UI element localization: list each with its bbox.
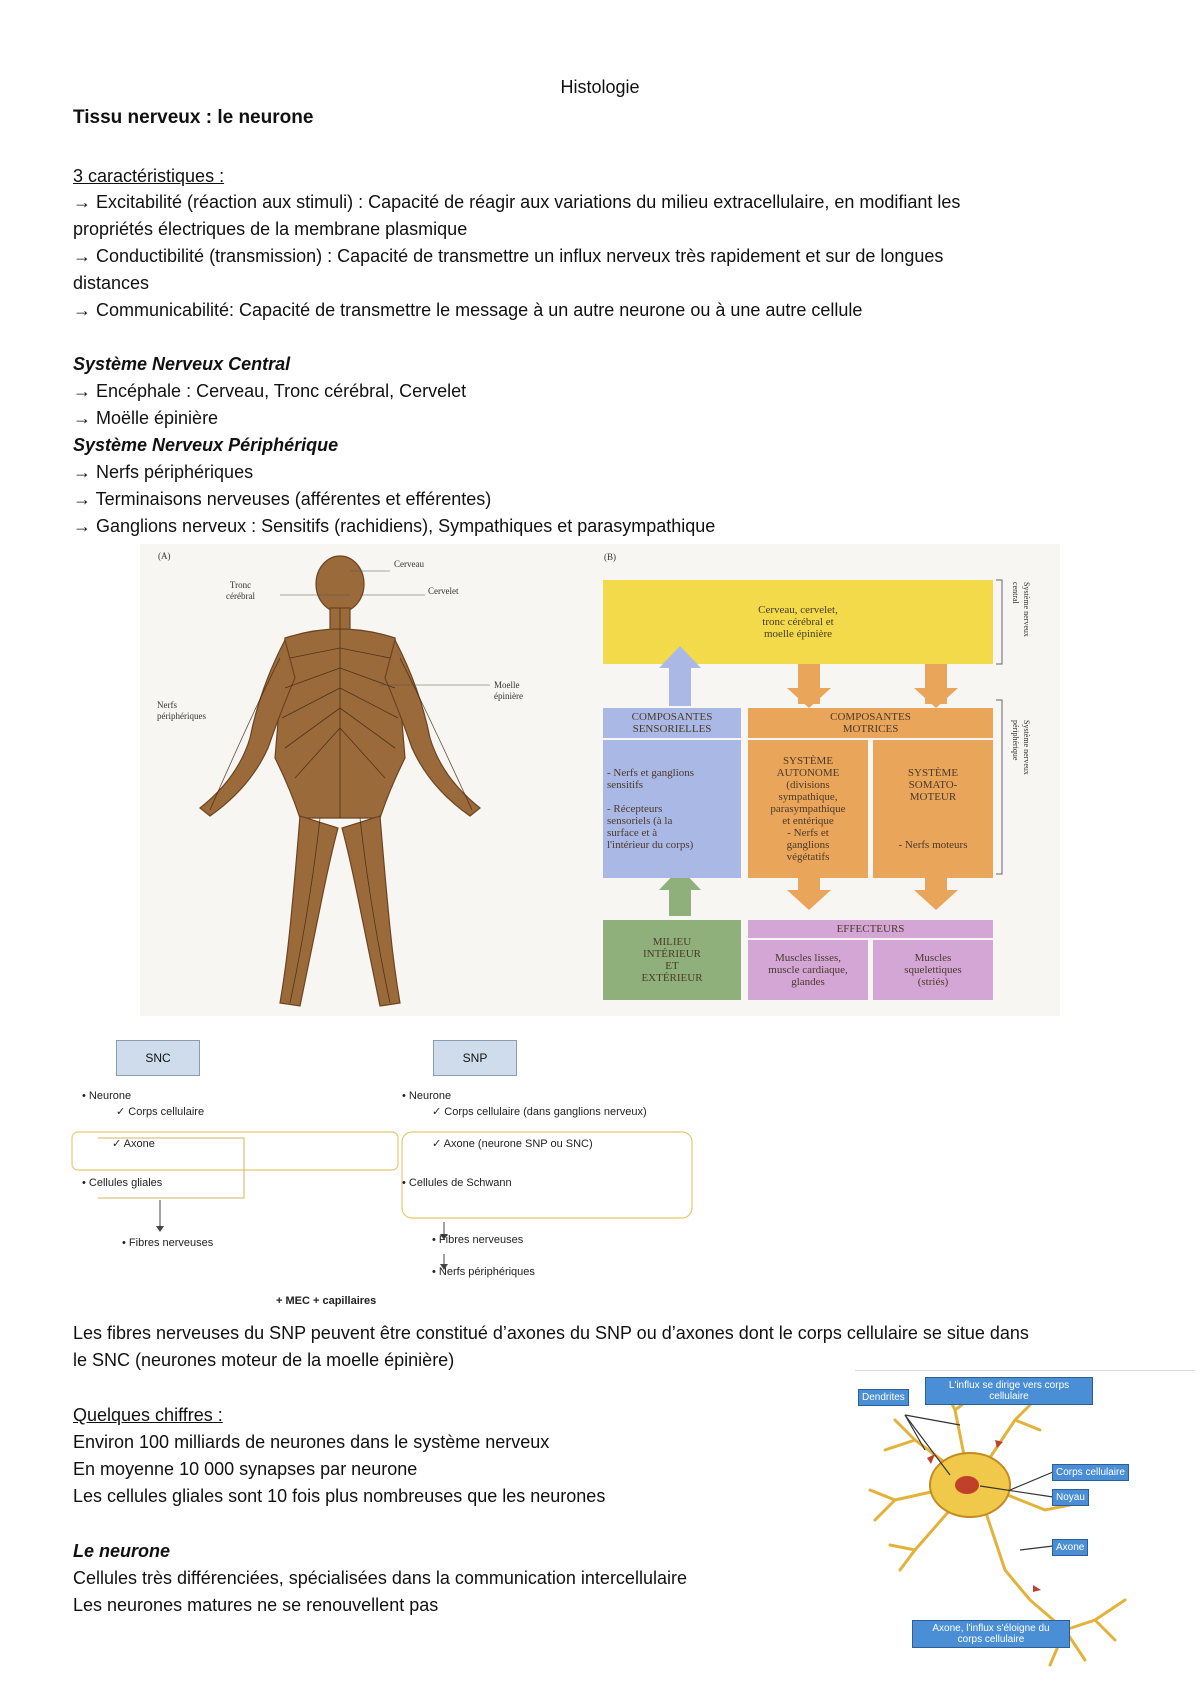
side-label-peripheral: Système nerveux périphérique: [1011, 720, 1031, 775]
char-2-line1: → Conductibilité (transmission) : Capacité de transmettre un influx nerveux très rapidement et sur de longues: [73, 246, 944, 266]
figure-a-leader-lines: [270, 565, 560, 705]
sensory-title: COMPOSANTES SENSORIELLES: [603, 708, 741, 738]
snc-item: → Encéphale : Cerveau, Tronc cérébral, Cervelet: [73, 381, 467, 401]
effectors-title: EFFECTEURS: [748, 920, 993, 938]
snp-schwann: • Cellules de Schwann: [402, 1177, 512, 1189]
fibres-note-line1: Les fibres nerveuses du SNP peuvent être constitué d’axones du SNP ou d’axones dont le corps cellulaire se situe dans: [73, 1323, 1029, 1343]
side-label-central: Système nerveux central: [1011, 582, 1031, 637]
org-connectors: [70, 1126, 710, 1286]
snc-axone: ✓ Axone: [112, 1138, 155, 1150]
char-3-line1: → Communicabilité: Capacité de transmettre le message à un autre neurone ou à une autre cellule: [73, 300, 863, 320]
chiffres-item: En moyenne 10 000 synapses par neurone: [73, 1459, 418, 1479]
snc-heading: Système Nerveux Central: [73, 354, 291, 374]
label-tronc: Tronc cérébral: [226, 580, 255, 601]
label-cervelet: Cervelet: [428, 586, 459, 596]
milieu-box: MILIEU INTÉRIEUR ET EXTÉRIEUR: [603, 920, 741, 1000]
snc-fibres: • Fibres nerveuses: [122, 1237, 214, 1249]
char-2-line2: distances: [73, 273, 150, 293]
neurone-item: Cellules très différenciées, spécialisées dans la communication intercellulaire: [73, 1568, 687, 1588]
effector-smooth: Muscles lisses, muscle cardiaque, glandes: [748, 940, 868, 1000]
label-axone: Axone: [1052, 1539, 1088, 1556]
sensory-body: - Nerfs et ganglions sensitifs - Récepteurs sensoriels (à la surface et à l'intérieur du corps): [603, 740, 741, 878]
label-corps-cellulaire: Corps cellulaire: [1052, 1464, 1129, 1481]
snc-item: → Moëlle épinière: [73, 408, 219, 428]
neurone-heading: Le neurone: [73, 1541, 171, 1561]
characteristics-heading: 3 caractéristiques :: [73, 166, 225, 186]
label-cerveau: Cerveau: [394, 559, 424, 569]
figure-b-tag: (B): [604, 552, 616, 562]
effector-skeletal: Muscles squelettiques (striés): [873, 940, 993, 1000]
somatomotor-box: SYSTÈME SOMATO- MOTEUR - Nerfs moteurs: [873, 740, 993, 878]
snp-neurone: • Neurone: [402, 1090, 452, 1102]
snp-nerfs: • Nerfs périphériques: [432, 1266, 535, 1278]
snp-item: → Ganglions nerveux : Sensitifs (rachidiens), Sympathiques et parasympathique: [73, 516, 716, 536]
snp-fibres: • Fibres nerveuses: [432, 1234, 524, 1246]
label-noyau: Noyau: [1052, 1489, 1089, 1506]
motor-title: COMPOSANTES MOTRICES: [748, 708, 993, 738]
snp-item: → Nerfs périphériques: [73, 462, 254, 482]
page-title: Histologie: [560, 77, 640, 97]
snp-item: → Terminaisons nerveuses (afférentes et efférentes): [73, 489, 492, 509]
snp-box: SNP: [433, 1040, 517, 1076]
side-brackets: [994, 578, 1008, 878]
snc-box: SNC: [116, 1040, 200, 1076]
fibres-note-line2: le SNC (neurones moteur de la moelle épinière): [73, 1350, 455, 1370]
section-title: Tissu nerveux : le neurone: [73, 107, 314, 128]
snc-glie: • Cellules gliales: [82, 1177, 163, 1189]
label-nerfs: Nerfs périphériques: [157, 700, 206, 721]
chiffres-heading: Quelques chiffres :: [73, 1405, 223, 1425]
snp-heading: Système Nerveux Périphérique: [73, 435, 339, 455]
label-dendrites: Dendrites: [858, 1389, 909, 1406]
figure-a-tag: (A): [158, 551, 171, 561]
mec-note: + MEC + capillaires: [276, 1295, 377, 1307]
chiffres-item: Les cellules gliales sont 10 fois plus nombreuses que les neurones: [73, 1486, 606, 1506]
neurone-item: Les neurones matures ne se renouvellent pas: [73, 1595, 439, 1615]
snp-corps: ✓ Corps cellulaire (dans ganglions nerveux): [432, 1106, 647, 1118]
snp-axone: ✓ Axone (neurone SNP ou SNC): [432, 1138, 593, 1150]
chiffres-item: Environ 100 milliards de neurones dans le système nerveux: [73, 1432, 550, 1452]
label-influx-out: Axone, l'influx s'éloigne du corps cellulaire: [912, 1620, 1070, 1648]
snc-corps: ✓ Corps cellulaire: [116, 1106, 205, 1118]
label-moelle: Moelle épinière: [494, 680, 523, 701]
cns-box: Cerveau, cervelet, tronc cérébral et moelle épinière: [603, 580, 993, 664]
snc-neurone: • Neurone: [82, 1090, 132, 1102]
char-1-line2: propriétés électriques de la membrane plasmique: [73, 219, 468, 239]
autonomic-box: SYSTÈME AUTONOME (divisions sympathique, parasympathique et entérique - Nerfs et ganglions végétatifs: [748, 740, 868, 878]
label-influx-in: L'influx se dirige vers corps cellulaire: [925, 1377, 1093, 1405]
char-1-line1: → Excitabilité (réaction aux stimuli) : Capacité de réagir aux variations du milieu extracellulaire, en modifiant les: [73, 192, 961, 212]
